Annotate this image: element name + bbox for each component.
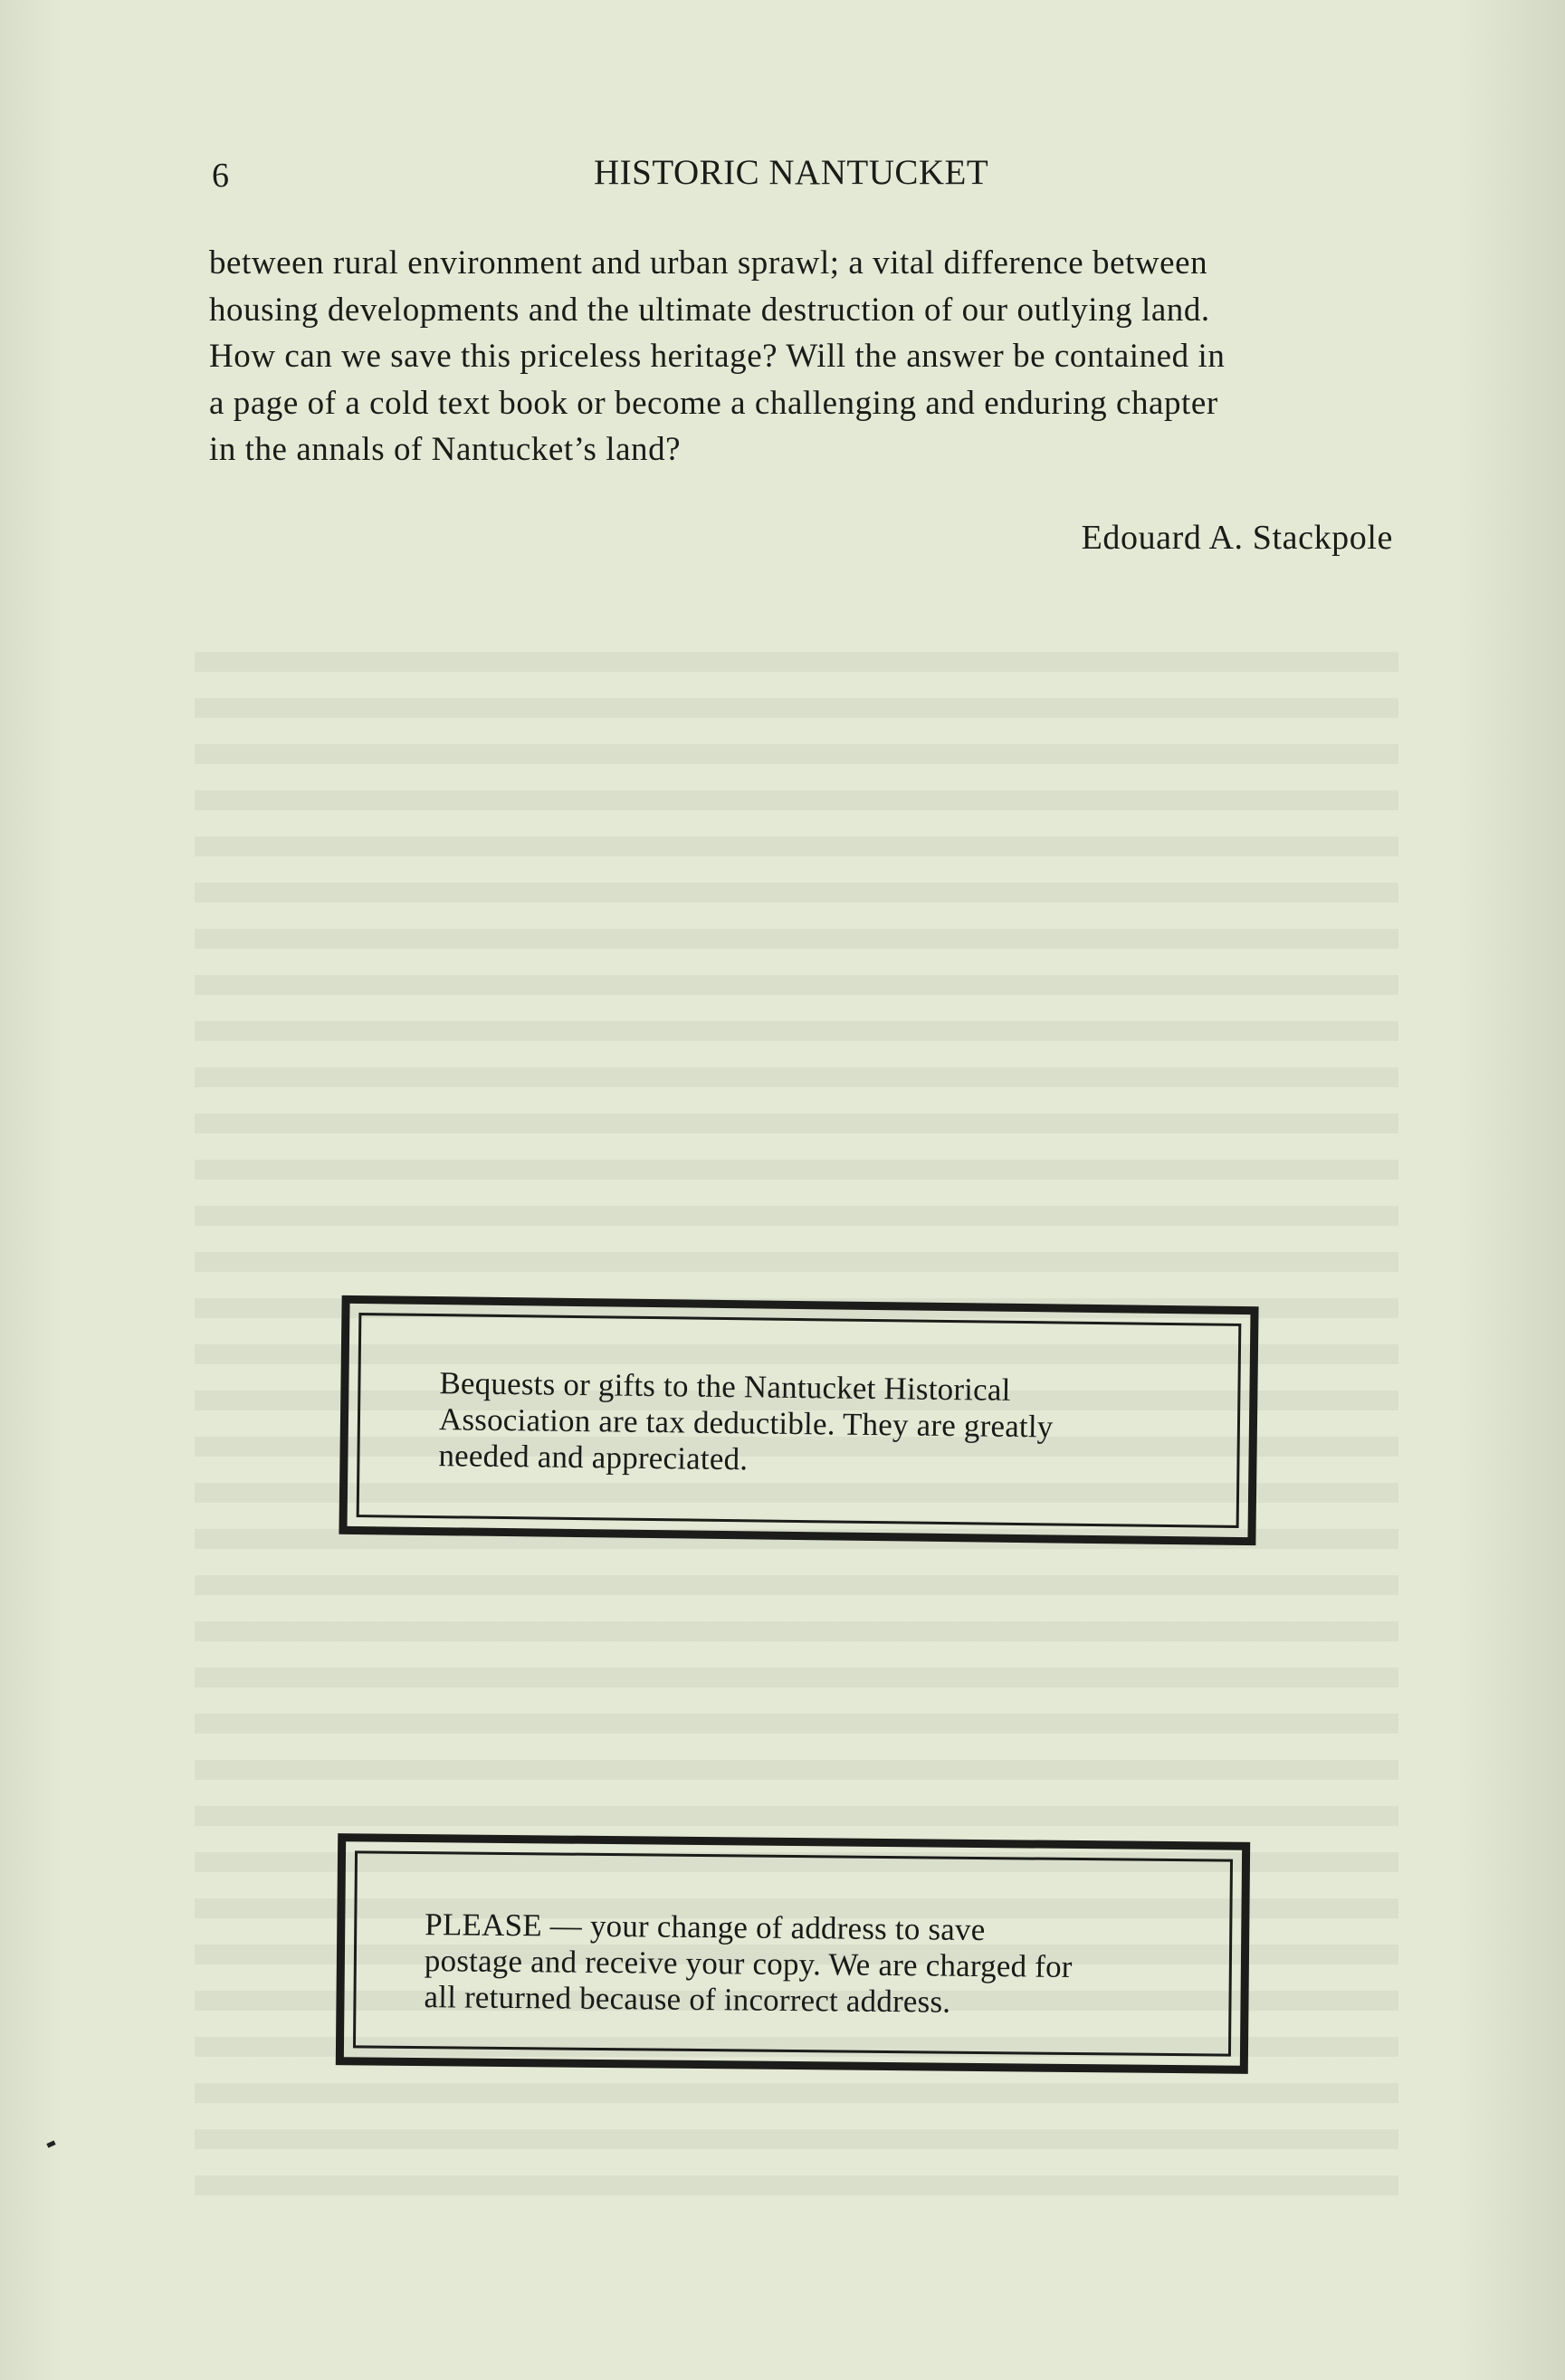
running-head xyxy=(0,152,1565,203)
bequest-notice-text xyxy=(438,1365,1054,1481)
text-line: in the annals of Nantucket’s land? xyxy=(209,431,682,468)
text-line: housing developments and the ultimate destruction of our outlying land. xyxy=(209,291,1210,329)
bequest-notice-box xyxy=(339,1295,1258,1545)
author-signature: Edouard A. Stackpole xyxy=(1081,519,1393,557)
text-line: a page of a cold text book or become a challenging and enduring chapter xyxy=(209,384,1218,422)
running-head-title: HISTORIC NANTUCKET xyxy=(594,153,989,192)
text-line: How can we save this priceless heritage? Will the answer be contained in xyxy=(209,338,1226,375)
body-paragraph xyxy=(209,240,1395,473)
ink-speck xyxy=(46,2140,55,2147)
notice-line: Bequests or gifts to the Nantucket Historical xyxy=(439,1365,1011,1408)
address-change-notice-text xyxy=(424,1907,1073,2022)
notice-line: Association are tax deductible. They are greatly xyxy=(438,1401,1054,1445)
notice-line: needed and appreciated. xyxy=(438,1438,749,1477)
notice-line: all returned because of incorrect address. xyxy=(424,1979,951,2020)
address-change-notice-box xyxy=(336,1833,1250,2074)
notice-line: PLEASE — your change of address to save xyxy=(425,1907,986,1948)
notice-line: postage and receive your copy. We are charged for xyxy=(424,1943,1073,1984)
page-number: 6 xyxy=(212,157,229,195)
text-line: between rural environment and urban sprawl; a vital difference between xyxy=(209,244,1208,282)
